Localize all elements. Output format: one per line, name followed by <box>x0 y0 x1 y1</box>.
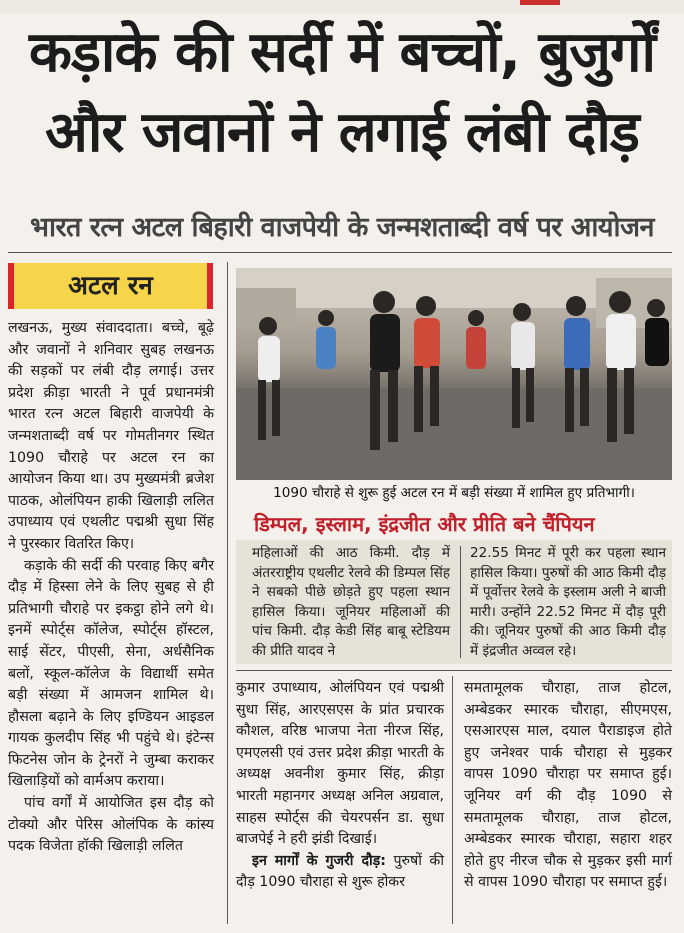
section-tag <box>8 263 213 309</box>
headline-line-2: और जवानों ने लगाई लंबी दौड़ <box>45 100 639 165</box>
column-divider-right <box>452 676 453 924</box>
runners-illustration <box>236 268 672 480</box>
headline-line-1: कड़ाके की सर्दी में बच्चों, बुजुर्गों <box>28 20 656 85</box>
race-photo <box>236 268 672 480</box>
winners-divider <box>460 546 461 658</box>
winners-right-text: 22.55 मिनट में पूरी कर पहला स्थान हासिल किया। पुरुषों की आठ किमी दौड़ में पूर्वोत्तर रेलवे के इस्लाम अली ने बाजी मारी। उन्होंने 22.52 मिनट में दौड़ पूरी की। जूनियर पुरुषों की आठ किमी दौड़ में इंद्रजीत अव्वल रहे। <box>470 545 666 659</box>
winners-box <box>236 540 672 664</box>
section-tag-label: अटल रन <box>68 271 153 301</box>
photo-caption: 1090 चौराहे से शुरू हुई अटल रन में बड़ी संख्या में शामिल हुए प्रतिभागी। <box>236 480 672 506</box>
divider-bottom <box>236 670 672 671</box>
left-para-3: पांच वर्गों में आयोजित इस दौड़ को टोक्यो और पेरिस ओलंपिक के कांस्य पदक विजेता हॉकी खिलाड़ी ललित <box>8 795 214 855</box>
top-strip <box>0 0 684 14</box>
column-divider-left <box>227 262 228 924</box>
route-label: इन मार्गों के गुजरी दौड़: <box>252 852 386 869</box>
left-para-2: कड़ाके की सर्दी की परवाह किए बगैर दौड़ में हिस्सा लेने के लिए सुबह से ही प्रतिभागी चौराहे पर इकट्ठा होने लगे थे। इनमें स्पोर्ट्स कॉलेज, स्पोर्ट्स हॉस्टल, साई सेंटर, पीएसी, सेना, अर्धसैनिक बलों, स्कूल-कॉलेज के विद्यार्थी समेत बड़ी संख्या में आमजन शामिल थे। हौसला बढ़ाने के लिए इण्डियन आइडल गायक कुलदीप सिंह भी पहुंचे थे। इंटेन्स फिटनेस जोन के ट्रेनरों ने जुम्बा कराकर खिलाड़ियों को वार्मअप कराया। <box>8 557 214 790</box>
middle-column <box>236 678 444 894</box>
right-column <box>464 678 672 894</box>
subheadline: भारत रत्न अटल बिहारी वाजपेयी के जन्मशताब्दी वर्ष पर आयोजन <box>30 212 654 243</box>
divider-top <box>8 252 672 253</box>
top-accent <box>520 0 560 5</box>
winners-left-text: महिलाओं की आठ किमी. दौड़ में अंतरराष्ट्रीय एथलीट रेलवे की डिम्पल सिंह ने सबको पीछे छोड़ते हुए पहला स्थान हासिल किया। जूनियर महिलाओं की पांच किमी. दौड़ केडी सिंह बाबू स्टेडियम की प्रीति यादव ने <box>252 545 450 659</box>
middle-para: कुमार उपाध्याय, ओलंपियन एवं पद्मश्री सुधा सिंह, आरएसएस के प्रांत प्रचारक कौशल, वरिष्ठ भाजपा नेता नीरज सिंह, एमएलसी एवं उत्तर प्रदेश क्रीड़ा भारती के अध्यक्ष अवनीश कुमार सिंह, क्रीड़ा भारती महानगर अध्यक्ष अनिल अग्रवाल, साहस स्पोर्ट्स की चेयरपर्सन डा. सुधा बाजपेई ने हरी झंडी दिखाई। <box>236 680 444 848</box>
left-column <box>8 318 214 858</box>
winners-title: डिम्पल, इस्लाम, इंद्रजीत और प्रीति बने चैंपियन <box>254 512 595 536</box>
left-para-1: लखनऊ, मुख्य संवाददाता। बच्चे, बूढ़े और जवानों ने शनिवार सुबह लखनऊ की सड़कों पर लंबी दौड़ लगाई। उत्तर प्रदेश क्रीड़ा भारती ने पूर्व प्रधानमंत्री भारत रत्न अटल बिहारी वाजपेयी के जन्मशताब्दी वर्ष पर गोमतीनगर स्थित 1090 चौराहे पर अटल रन का आयोजन किया था। उप मुख्यमंत्री ब्रजेश पाठक, ओलंपियन हाकी खिलाड़ी ललित उपाध्याय एवं एथलीट पद्मश्री सुधा सिंह ने पुरस्कार वितरित किए। <box>8 320 214 552</box>
right-para: समतामूलक चौराहा, ताज होटल, अम्बेडकर स्मारक चौराहा, सीएमएस, एसआरएस माल, दयाल पैराडाइज होते हुए जनेश्वर पार्क चौराहा से मुड़कर वापस 1090 चौराहा पर समाप्त हुई। जूनियर वर्ग की दौड़ 1090 से समतामूलक चौराहा, ताज होटल, अम्बेडकर स्मारक चौराहा, सहारा शहर होते हुए नीरज चौक से मुड़कर इसी मार्ग से वापस 1090 चौराहा पर समाप्त हुई। <box>464 680 672 891</box>
route-text: पुरुषों की दौड़ 1090 चौराहा से शुरू होकर <box>236 852 444 891</box>
